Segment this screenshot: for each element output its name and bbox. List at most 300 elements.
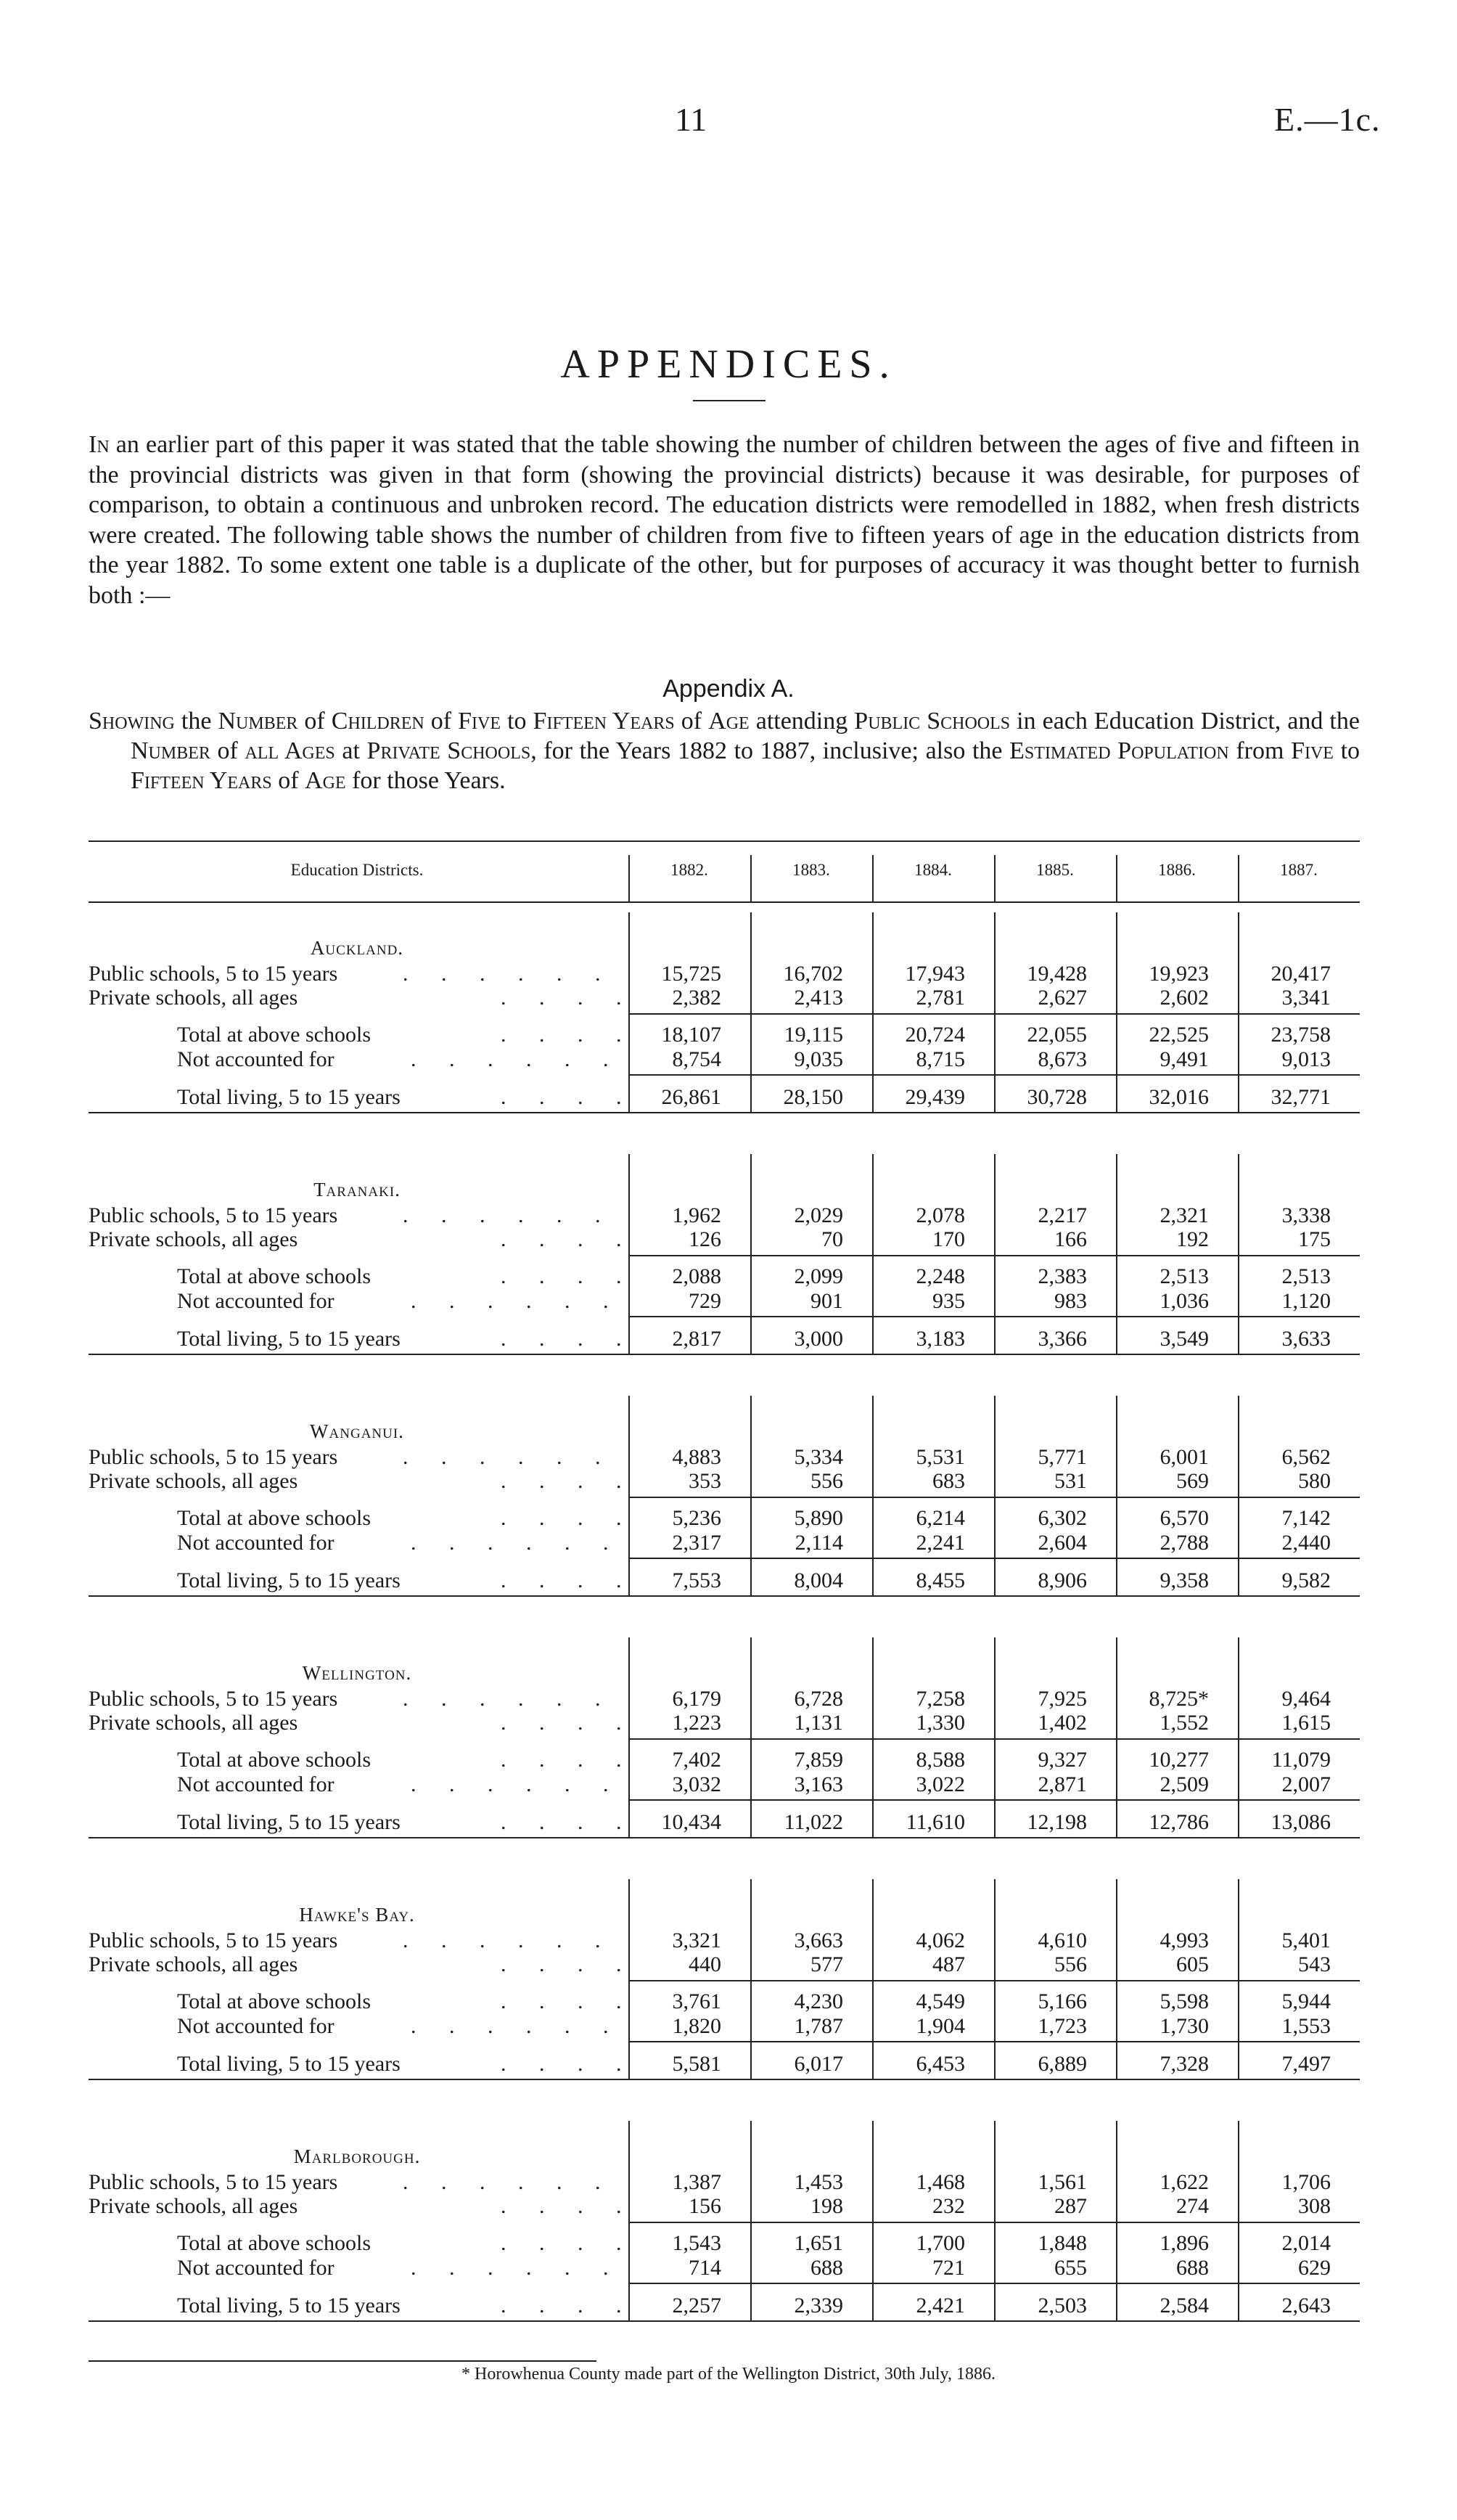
- table-cell: 4,993: [1160, 1928, 1209, 1952]
- caption-segment: Showing: [89, 708, 175, 735]
- caption-segment: , for the Years 1882 to 1887, inclusive; also the: [530, 737, 1010, 764]
- page-number: 11: [675, 101, 707, 138]
- caption-segment: at: [335, 737, 367, 764]
- table-cell: 1,468: [916, 2170, 965, 2194]
- leader-dots: . . . .: [501, 1469, 622, 1493]
- table-cell: 12,786: [1149, 1810, 1209, 1834]
- table-cell: 308: [1298, 2194, 1331, 2218]
- table-cell: 9,464: [1281, 1687, 1331, 1711]
- table-cell: 29,439: [905, 1085, 965, 1109]
- table-cell: 19,923: [1149, 962, 1209, 986]
- table-cell: 2,604: [1038, 1531, 1087, 1555]
- table-cell: 6,017: [794, 2052, 843, 2076]
- subtotal-rule: [628, 1738, 1360, 1740]
- table-cell: 6,728: [794, 1687, 843, 1711]
- table-cell: 688: [1176, 2256, 1209, 2280]
- leader-dots: . . . .: [501, 1810, 622, 1834]
- table-cell: 5,771: [1038, 1445, 1087, 1469]
- table-cell: 577: [810, 1952, 843, 1976]
- column-header-year: 1887.: [1280, 861, 1318, 879]
- table-cell: 3,633: [1281, 1327, 1331, 1351]
- table-top-rule: [89, 840, 1360, 842]
- table-cell: 935: [932, 1289, 965, 1313]
- table-cell: 2,509: [1160, 1772, 1209, 1796]
- row-label: Total at above schools: [177, 2231, 371, 2255]
- column-divider: [1116, 1637, 1117, 1837]
- column-header-year: 1884.: [914, 861, 952, 879]
- district-end-rule: [89, 1837, 1360, 1838]
- table-cell: 3,338: [1281, 1203, 1331, 1227]
- caption-segment: Age: [708, 708, 750, 735]
- table-cell: 729: [689, 1289, 721, 1313]
- row-label: Not accounted for: [177, 2014, 335, 2038]
- table-cell: 175: [1298, 1227, 1331, 1251]
- table-cell: 1,036: [1160, 1289, 1209, 1313]
- caption-segment: Age: [305, 767, 346, 794]
- table-cell: 22,525: [1149, 1023, 1209, 1047]
- leader-dots: . . . .: [501, 1711, 622, 1735]
- table-cell: 2,078: [916, 1203, 965, 1227]
- row-label: Not accounted for: [177, 1289, 335, 1313]
- caption-segment: Estimated Population: [1009, 737, 1229, 764]
- row-label: Private schools, all ages: [89, 2194, 298, 2218]
- table-cell: 901: [810, 1289, 843, 1313]
- column-divider: [994, 1879, 996, 2079]
- column-header-districts: Education Districts.: [290, 861, 424, 879]
- leader-dots: . . . . . .: [411, 1289, 609, 1313]
- column-divider: [628, 855, 630, 901]
- column-divider: [750, 2121, 752, 2320]
- row-label: Not accounted for: [177, 1047, 335, 1071]
- table-cell: 8,754: [672, 1047, 721, 1071]
- table-cell: 274: [1176, 2194, 1209, 2218]
- table-cell: 6,570: [1160, 1506, 1209, 1530]
- row-label: Total living, 5 to 15 years: [177, 1568, 401, 1592]
- table-cell: 6,302: [1038, 1506, 1087, 1530]
- caption-segment: to: [1333, 737, 1360, 764]
- subtotal-rule: [628, 1980, 1360, 1981]
- table-cell: 6,889: [1038, 2052, 1087, 2076]
- table-cell: 2,781: [916, 986, 965, 1010]
- table-cell: 32,771: [1271, 1085, 1331, 1109]
- row-label: Public schools, 5 to 15 years: [89, 2170, 338, 2194]
- leader-dots: . . . . . .: [403, 962, 601, 986]
- table-cell: 11,079: [1271, 1748, 1331, 1772]
- table-cell: 4,062: [916, 1928, 965, 1952]
- table-cell: 126: [689, 1227, 721, 1251]
- table-cell: 23,758: [1271, 1023, 1331, 1047]
- table-cell: 28,150: [783, 1085, 843, 1109]
- caption-segment: from: [1228, 737, 1292, 764]
- table-cell: 9,013: [1281, 1047, 1331, 1071]
- table-cell: 569: [1176, 1469, 1209, 1493]
- table-cell: 192: [1176, 1227, 1209, 1251]
- table-cell: 1,962: [672, 1203, 721, 1227]
- column-divider: [750, 912, 752, 1112]
- caption-segment: of: [424, 708, 459, 735]
- column-divider: [628, 1879, 630, 2079]
- table-cell: 2,788: [1160, 1531, 1209, 1555]
- table-cell: 1,723: [1038, 2014, 1087, 2038]
- leader-dots: . . . .: [501, 1023, 622, 1047]
- row-label: Not accounted for: [177, 2256, 335, 2280]
- column-divider: [994, 1396, 996, 1595]
- column-divider: [750, 1154, 752, 1354]
- row-label: Public schools, 5 to 15 years: [89, 1687, 338, 1711]
- leader-dots: . . . .: [501, 986, 622, 1010]
- table-cell: 7,258: [916, 1687, 965, 1711]
- column-divider: [1116, 1879, 1117, 2079]
- table-cell: 19,428: [1027, 962, 1087, 986]
- table-cell: 1,787: [794, 2014, 843, 2038]
- table-cell: 2,627: [1038, 986, 1087, 1010]
- table-cell: 2,248: [916, 1264, 965, 1288]
- leader-dots: . . . .: [501, 1568, 622, 1592]
- column-divider: [628, 1637, 630, 1837]
- district-name: Hawke's Bay.: [299, 1904, 415, 1926]
- table-cell: 1,453: [794, 2170, 843, 2194]
- table-cell: 232: [932, 2194, 965, 2218]
- table-cell: 5,890: [794, 1506, 843, 1530]
- table-cell: 5,236: [672, 1506, 721, 1530]
- row-label: Public schools, 5 to 15 years: [89, 962, 338, 986]
- table-cell: 4,230: [794, 1989, 843, 2013]
- caption-segment: of: [210, 737, 245, 764]
- column-divider: [872, 1637, 874, 1837]
- table-cell: 2,643: [1281, 2294, 1331, 2318]
- table-cell: 2,413: [794, 986, 843, 1010]
- table-cell: 3,321: [672, 1928, 721, 1952]
- leader-dots: . . . . . .: [403, 2170, 601, 2194]
- leader-dots: . . . .: [501, 2194, 622, 2218]
- table-cell: 170: [932, 1227, 965, 1251]
- column-divider: [750, 855, 752, 901]
- subtotal-rule: [628, 1255, 1360, 1256]
- table-cell: 1,651: [794, 2231, 843, 2255]
- leader-dots: . . . .: [501, 2231, 622, 2255]
- table-cell: 2,382: [672, 986, 721, 1010]
- table-cell: 3,663: [794, 1928, 843, 1952]
- table-cell: 1,120: [1281, 1289, 1331, 1313]
- column-divider: [872, 2121, 874, 2320]
- table-cell: 11,022: [784, 1810, 843, 1834]
- caption-segment: to: [501, 708, 533, 735]
- table-cell: 1,552: [1160, 1711, 1209, 1735]
- table-cell: 5,598: [1160, 1989, 1209, 2013]
- leader-dots: . . . .: [501, 1506, 622, 1530]
- row-label: Total living, 5 to 15 years: [177, 1810, 401, 1834]
- table-cell: 1,561: [1038, 2170, 1087, 2194]
- column-divider: [1238, 1154, 1239, 1354]
- table-cell: 26,861: [661, 1085, 721, 1109]
- district-name: Wellington.: [302, 1662, 412, 1684]
- table-cell: 9,582: [1281, 1568, 1331, 1592]
- table-cell: 8,906: [1038, 1568, 1087, 1592]
- table-cell: 2,007: [1281, 1772, 1331, 1796]
- table-cell: 1,700: [916, 2231, 965, 2255]
- column-divider: [872, 912, 874, 1112]
- row-label: Total at above schools: [177, 1748, 371, 1772]
- table-cell: 8,673: [1038, 1047, 1087, 1071]
- column-header-year: 1883.: [792, 861, 830, 879]
- table-cell: 2,817: [672, 1327, 721, 1351]
- caption-segment: all Ages: [245, 737, 335, 764]
- table-cell: 655: [1054, 2256, 1087, 2280]
- leader-dots: . . . .: [501, 2294, 622, 2318]
- leader-dots: . . . . . .: [403, 1445, 601, 1469]
- table-cell: 3,032: [672, 1772, 721, 1796]
- column-divider: [994, 2121, 996, 2320]
- leader-dots: . . . .: [501, 1327, 622, 1351]
- table-cell: 8,715: [916, 1047, 965, 1071]
- table-cell: 531: [1054, 1469, 1087, 1493]
- subtotal-rule: [628, 1558, 1360, 1559]
- table-cell: 6,179: [672, 1687, 721, 1711]
- table-cell: 2,317: [672, 1531, 721, 1555]
- district-end-rule: [89, 1112, 1360, 1113]
- column-header-year: 1882.: [670, 861, 708, 879]
- caption-segment: of: [271, 767, 305, 794]
- table-cell: 721: [932, 2256, 965, 2280]
- page-title: APPENDICES.: [560, 342, 897, 387]
- table-cell: 7,328: [1160, 2052, 1209, 2076]
- table-cell: 3,163: [794, 1772, 843, 1796]
- row-label: Public schools, 5 to 15 years: [89, 1928, 338, 1952]
- table-cell: 714: [689, 2256, 721, 2280]
- row-label: Total at above schools: [177, 1506, 371, 1530]
- table-cell: 8,455: [916, 1568, 965, 1592]
- column-divider: [1116, 1154, 1117, 1354]
- title-divider: [693, 400, 766, 401]
- caption-segment: Public Schools: [854, 708, 1011, 735]
- table-cell: 487: [932, 1952, 965, 1976]
- table-cell: 1,896: [1160, 2231, 1209, 2255]
- table-cell: 18,107: [661, 1023, 721, 1047]
- table-cell: 287: [1054, 2194, 1087, 2218]
- row-label: Total living, 5 to 15 years: [177, 1085, 401, 1109]
- table-cell: 2,099: [794, 1264, 843, 1288]
- table-cell: 20,724: [905, 1023, 965, 1047]
- row-label: Total at above schools: [177, 1023, 371, 1047]
- leader-dots: . . . . . .: [411, 1772, 609, 1796]
- table-cell: 2,602: [1160, 986, 1209, 1010]
- footnote: * Horowhenua County made part of the Wellington District, 30th July, 1886.: [461, 2365, 996, 2384]
- table-cell: 2,339: [794, 2294, 843, 2318]
- table-cell: 22,055: [1027, 1023, 1087, 1047]
- leader-dots: . . . . . .: [403, 1687, 601, 1711]
- district-name: Taranaki.: [313, 1179, 401, 1200]
- table-cell: 3,549: [1160, 1327, 1209, 1351]
- table-cell: 1,706: [1281, 2170, 1331, 2194]
- table-cell: 2,088: [672, 1264, 721, 1288]
- table-cell: 9,358: [1160, 1568, 1209, 1592]
- caption-segment: Number: [131, 737, 210, 764]
- leader-dots: . . . .: [501, 2052, 622, 2076]
- subtotal-rule: [628, 1013, 1360, 1015]
- column-divider: [994, 1637, 996, 1837]
- subtotal-rule: [628, 1316, 1360, 1317]
- leader-dots: . . . .: [501, 1748, 622, 1772]
- column-divider: [872, 855, 874, 901]
- caption-segment: for those Years.: [345, 767, 506, 794]
- footnote-divider: [89, 2360, 596, 2362]
- row-label: Total at above schools: [177, 1264, 371, 1288]
- column-divider: [1116, 1396, 1117, 1595]
- leader-dots: . . . .: [501, 1085, 622, 1109]
- table-cell: 8,004: [794, 1568, 843, 1592]
- column-divider: [872, 1396, 874, 1595]
- table-cell: 9,035: [794, 1047, 843, 1071]
- table-cell: 8,725*: [1149, 1687, 1209, 1711]
- leader-dots: . . . .: [501, 1989, 622, 2013]
- table-cell: 7,402: [672, 1748, 721, 1772]
- table-cell: 3,366: [1038, 1327, 1087, 1351]
- row-label: Public schools, 5 to 15 years: [89, 1445, 338, 1469]
- column-divider: [994, 855, 996, 901]
- column-divider: [628, 2121, 630, 2320]
- table-cell: 32,016: [1149, 1085, 1209, 1109]
- column-divider: [872, 1154, 874, 1354]
- column-divider: [1116, 855, 1117, 901]
- column-divider: [628, 912, 630, 1112]
- table-cell: 353: [689, 1469, 721, 1493]
- column-divider: [1238, 1879, 1239, 2079]
- table-cell: 6,214: [916, 1506, 965, 1530]
- table-cell: 605: [1176, 1952, 1209, 1976]
- table-cell: 1,543: [672, 2231, 721, 2255]
- column-divider: [1238, 855, 1239, 901]
- column-divider: [628, 1396, 630, 1595]
- district-name: Marlborough.: [293, 2145, 421, 2167]
- table-cell: 2,014: [1281, 2231, 1331, 2255]
- table-cell: 7,553: [672, 1568, 721, 1592]
- leader-dots: . . . .: [501, 1227, 622, 1251]
- table-cell: 2,871: [1038, 1772, 1087, 1796]
- column-divider: [994, 912, 996, 1112]
- table-cell: 70: [821, 1227, 843, 1251]
- table-cell: 556: [810, 1469, 843, 1493]
- table-cell: 3,761: [672, 1989, 721, 2013]
- appendix-caption: [89, 706, 1360, 795]
- appendix-heading: Appendix A.: [662, 675, 795, 703]
- leader-dots: . . . . . .: [411, 1531, 609, 1555]
- table-cell: 2,584: [1160, 2294, 1209, 2318]
- table-cell: 1,820: [672, 2014, 721, 2038]
- table-cell: 2,321: [1160, 1203, 1209, 1227]
- table-cell: 4,549: [916, 1989, 965, 2013]
- caption-segment: Children: [331, 708, 424, 735]
- row-label: Total living, 5 to 15 years: [177, 2294, 401, 2318]
- caption-segment: attending: [749, 708, 855, 735]
- table-cell: 16,702: [783, 962, 843, 986]
- table-cell: 5,581: [672, 2052, 721, 2076]
- leader-dots: . . . . . .: [403, 1928, 601, 1952]
- subtotal-rule: [628, 1799, 1360, 1801]
- row-label: Not accounted for: [177, 1531, 335, 1555]
- column-divider: [1238, 1396, 1239, 1595]
- table-cell: 17,943: [905, 962, 965, 986]
- intro-lead: In: [89, 431, 110, 458]
- table-cell: 5,944: [1281, 1989, 1331, 2013]
- table-cell: 9,327: [1038, 1748, 1087, 1772]
- caption-segment: Fifteen Years: [131, 767, 272, 794]
- caption-segment: Private Schools: [366, 737, 531, 764]
- table-cell: 3,000: [794, 1327, 843, 1351]
- table-cell: 6,001: [1160, 1445, 1209, 1469]
- column-divider: [1238, 2121, 1239, 2320]
- district-end-rule: [89, 2320, 1360, 2322]
- column-divider: [750, 1879, 752, 2079]
- table-cell: 10,434: [661, 1810, 721, 1834]
- table-cell: 983: [1054, 1289, 1087, 1313]
- table-cell: 3,183: [916, 1327, 965, 1351]
- row-label: Not accounted for: [177, 1772, 335, 1796]
- table-cell: 198: [810, 2194, 843, 2218]
- table-cell: 1,553: [1281, 2014, 1331, 2038]
- table-cell: 2,114: [795, 1531, 843, 1555]
- district-end-rule: [89, 1354, 1360, 1355]
- row-label: Private schools, all ages: [89, 986, 298, 1010]
- caption-segment: Fifteen Years: [533, 708, 675, 735]
- leader-dots: . . . . . .: [411, 2256, 609, 2280]
- table-cell: 543: [1298, 1952, 1331, 1976]
- column-divider: [1238, 912, 1239, 1112]
- table-cell: 7,497: [1281, 2052, 1331, 2076]
- caption-segment: Five: [458, 708, 501, 735]
- table-cell: 440: [689, 1952, 721, 1976]
- table-cell: 1,615: [1281, 1711, 1331, 1735]
- table-cell: 2,383: [1038, 1264, 1087, 1288]
- caption-segment: Five: [1291, 737, 1334, 764]
- intro-text: an earlier part of this paper it was stated that the table showing the number of children between the ages of five and fifteen in the provincial districts was given in that form (showing the provincial districts) because it was desirable, for purposes of comparison, to obtain a continuous and unbroken record. The education districts were remodelled in 1882, when fresh districts were created. The following table shows the number of children from five to fifteen years of age in the education districts from the year 1882. To some extent one table is a duplicate of the other, but for purposes of accuracy it was thought better to furnish both :—: [89, 431, 1360, 609]
- leader-dots: . . . . . .: [411, 1047, 609, 1071]
- table-cell: 2,513: [1160, 1264, 1209, 1288]
- subtotal-rule: [628, 2222, 1360, 2223]
- table-cell: 683: [932, 1469, 965, 1493]
- row-label: Total at above schools: [177, 1989, 371, 2013]
- column-divider: [1238, 1637, 1239, 1837]
- table-cell: 5,166: [1038, 1989, 1087, 2013]
- district-name: Wanganui.: [310, 1420, 404, 1442]
- table-cell: 13,086: [1271, 1810, 1331, 1834]
- table-cell: 6,453: [916, 2052, 965, 2076]
- table-cell: 688: [810, 2256, 843, 2280]
- subtotal-rule: [628, 2283, 1360, 2284]
- table-cell: 2,421: [916, 2294, 965, 2318]
- table-cell: 2,029: [794, 1203, 843, 1227]
- table-cell: 7,925: [1038, 1687, 1087, 1711]
- row-label: Total living, 5 to 15 years: [177, 2052, 401, 2076]
- caption-segment: in each Education District, and the: [1010, 708, 1360, 735]
- column-header-year: 1885.: [1036, 861, 1074, 879]
- district-end-rule: [89, 1595, 1360, 1597]
- table-cell: 7,142: [1281, 1506, 1331, 1530]
- caption-segment: of: [674, 708, 709, 735]
- table-cell: 629: [1298, 2256, 1331, 2280]
- column-divider: [1116, 912, 1117, 1112]
- table-cell: 1,223: [672, 1711, 721, 1735]
- table-cell: 15,725: [661, 962, 721, 986]
- column-divider: [1116, 2121, 1117, 2320]
- table-cell: 3,341: [1281, 986, 1331, 1010]
- row-label: Total living, 5 to 15 years: [177, 1327, 401, 1351]
- table-cell: 1,622: [1160, 2170, 1209, 2194]
- table-cell: 5,531: [916, 1445, 965, 1469]
- subtotal-rule: [628, 1074, 1360, 1076]
- district-end-rule: [89, 2079, 1360, 2080]
- column-divider: [750, 1637, 752, 1837]
- table-cell: 166: [1054, 1227, 1087, 1251]
